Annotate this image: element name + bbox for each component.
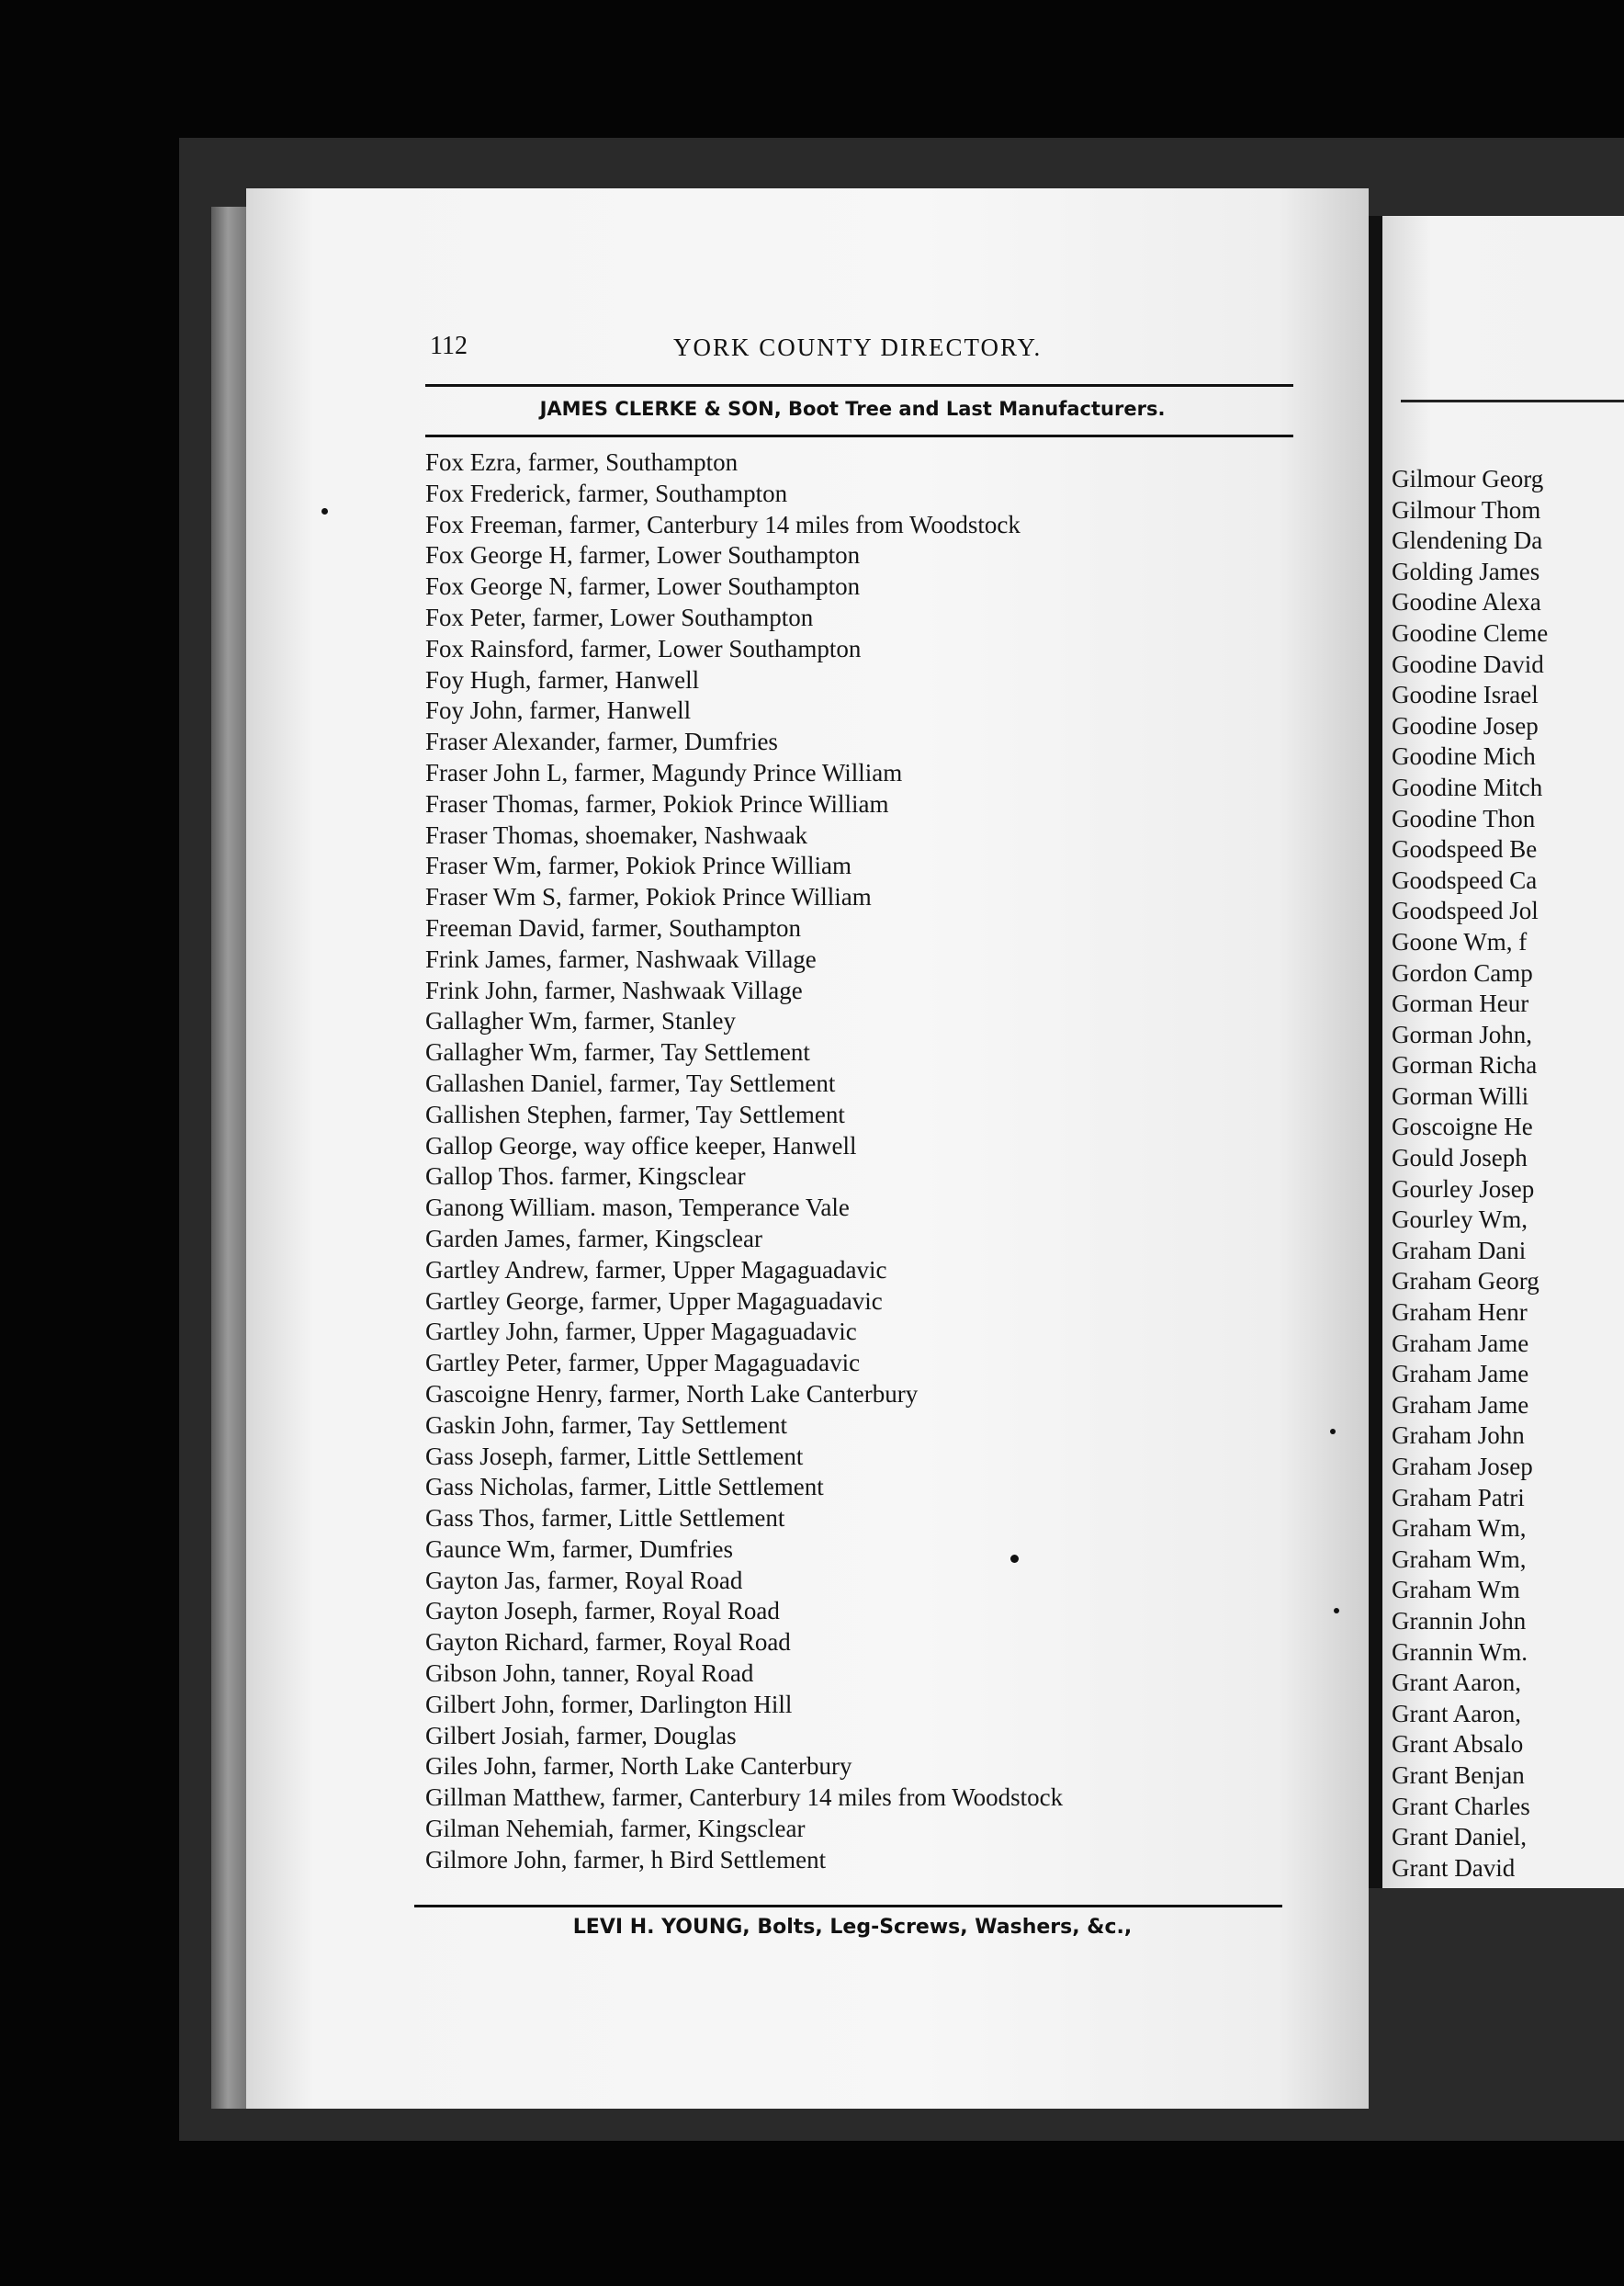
page-gutter <box>1369 216 1382 1888</box>
right-directory-entry: Graham Patri <box>1392 1483 1525 1511</box>
page-number: 112 <box>430 332 468 360</box>
right-directory-entry: Graham Josep <box>1392 1453 1533 1480</box>
right-directory-entry: Goodine Alexa <box>1392 588 1541 617</box>
directory-entry: Gallagher Wm, farmer, Tay Settlement <box>425 1038 810 1067</box>
right-directory-entry: Graham Jame <box>1392 1390 1529 1419</box>
right-directory-entry: Graham Jame <box>1392 1360 1529 1388</box>
right-directory-entry: Grant Charles <box>1392 1792 1530 1820</box>
directory-entry: Gallishen Stephen, farmer, Tay Settlement <box>425 1100 845 1128</box>
directory-entry: Fraser Thomas, shoemaker, Nashwaak <box>425 820 808 849</box>
right-directory-entry: Graham Jame <box>1392 1329 1529 1357</box>
directory-entry: Gass Joseph, farmer, Little Settlement <box>425 1442 804 1470</box>
directory-entry: Fox Rainsford, farmer, Lower Southampton <box>425 634 862 662</box>
directory-entry: Fox Peter, farmer, Lower Southampton <box>425 603 814 631</box>
right-directory-entry: Graham Wm <box>1392 1576 1520 1604</box>
right-directory-entries <box>1392 464 1548 1884</box>
right-directory-entry: Gorman John, <box>1392 1020 1532 1048</box>
right-directory-entry: Graham Georg <box>1392 1267 1539 1296</box>
right-directory-entry: Grannin Wm. <box>1392 1637 1528 1666</box>
directory-entry: Fraser Thomas, farmer, Pokiok Prince William <box>425 789 889 818</box>
directory-entry: Freeman David, farmer, Southampton <box>425 913 802 942</box>
directory-entry: Ganong William. mason, Temperance Vale <box>425 1194 850 1222</box>
directory-entry: Gilman Nehemiah, farmer, Kingsclear <box>425 1815 806 1843</box>
right-directory-entry: Grant Daniel, <box>1392 1823 1527 1851</box>
directory-entry: Gass Nicholas, farmer, Little Settlement <box>425 1473 824 1501</box>
right-directory-entry: Goodine David <box>1392 650 1544 678</box>
directory-entry: Fraser John L, farmer, Magundy Prince William <box>425 758 903 787</box>
directory-entry: Giles John, farmer, North Lake Canterbury <box>425 1752 852 1781</box>
right-directory-entry: Grant Aaron, <box>1392 1669 1521 1697</box>
directory-entry: Gartley Peter, farmer, Upper Magaguadavic <box>425 1349 861 1377</box>
right-directory-entry: Goodine Mitch <box>1392 773 1543 801</box>
right-directory-entry: Gould Joseph <box>1392 1144 1528 1172</box>
right-directory-entry: Goodine Israel <box>1392 681 1539 709</box>
directory-entry: Gayton Joseph, farmer, Royal Road <box>425 1597 780 1625</box>
ink-spot <box>1334 1608 1339 1613</box>
directory-entry: Fox Freeman, farmer, Canterbury 14 miles from Woodstock <box>425 510 1021 538</box>
directory-entry: Fox George H, farmer, Lower Southampton <box>425 541 861 570</box>
left-page <box>246 188 1369 2109</box>
directory-entry: Gayton Richard, farmer, Royal Road <box>425 1628 791 1657</box>
right-directory-entry: Goodspeed Jol <box>1392 897 1539 925</box>
directory-entry: Foy Hugh, farmer, Hanwell <box>425 665 700 694</box>
directory-entry: Gallop George, way office keeper, Hanwell <box>425 1131 857 1160</box>
right-directory-entry: Graham Henr <box>1392 1298 1528 1327</box>
right-directory-entry: Graham Wm, <box>1392 1545 1527 1573</box>
directory-entry: Fox George N, farmer, Lower Southampton <box>425 572 861 601</box>
bottom-advertisement: LEVI H. YOUNG, Bolts, Leg-Screws, Washers, &c., <box>572 1916 1133 1939</box>
directory-entry: Gilmore John, farmer, h Bird Settlement <box>425 1845 827 1873</box>
right-directory-entry: Goodspeed Ca <box>1392 866 1538 894</box>
right-directory-entry: Goscoigne He <box>1392 1113 1533 1141</box>
right-directory-entry: Gilmour Thom <box>1392 495 1541 524</box>
directory-entry: Garden James, farmer, Kingsclear <box>425 1224 763 1252</box>
right-directory-entry: Goodine Cleme <box>1392 618 1549 647</box>
right-directory-entry: Goodine Thon <box>1392 804 1536 832</box>
directory-entry: Gartley John, farmer, Upper Magaguadavic <box>425 1318 857 1346</box>
directory-entry: Frink James, farmer, Nashwaak Village <box>425 945 817 973</box>
footer-rule <box>414 1905 1282 1907</box>
right-directory-entry: Gorman Richa <box>1392 1051 1538 1080</box>
directory-entry: Gibson John, tanner, Royal Road <box>425 1659 754 1688</box>
ink-spot <box>321 508 328 515</box>
right-directory-entry: Goodine Josep <box>1392 711 1539 740</box>
directory-entry: Gilbert John, former, Darlington Hill <box>425 1690 793 1718</box>
ink-spot <box>1010 1555 1019 1563</box>
directory-entry: Gallagher Wm, farmer, Stanley <box>425 1007 737 1035</box>
right-directory-entry: Grant David <box>1392 1853 1516 1882</box>
top-advertisement: JAMES CLERKE & SON, Boot Tree and Last Manufacturers. <box>539 398 1166 420</box>
directory-entry: Gayton Jas, farmer, Royal Road <box>425 1566 743 1594</box>
right-directory-entry: Golding James <box>1392 557 1540 585</box>
right-directory-entry: Grant Aaron, <box>1392 1699 1521 1727</box>
right-directory-entry: Gorman Heur <box>1392 990 1529 1018</box>
directory-entry: Gascoigne Henry, farmer, North Lake Canterbury <box>425 1379 919 1408</box>
directory-entry: Gillman Matthew, farmer, Canterbury 14 miles from Woodstock <box>425 1783 1064 1812</box>
directory-entry: Fox Ezra, farmer, Southampton <box>425 448 739 476</box>
right-directory-entry: Grannin John <box>1392 1606 1527 1635</box>
right-directory-entry: Goone Wm, f <box>1392 927 1528 956</box>
right-directory-entry: Goodine Mich <box>1392 742 1536 771</box>
right-directory-entry: Gourley Josep <box>1392 1174 1535 1203</box>
right-directory-entry: Glendening Da <box>1392 526 1543 555</box>
right-directory-entry: Gourley Wm, <box>1392 1205 1528 1234</box>
directory-entry: Fraser Alexander, farmer, Dumfries <box>425 728 778 756</box>
directory-entry: Gaunce Wm, farmer, Dumfries <box>425 1534 734 1563</box>
directory-entry: Frink John, farmer, Nashwaak Village <box>425 976 803 1004</box>
right-directory-entry: Goodspeed Be <box>1392 835 1538 864</box>
header-rule <box>425 384 1293 387</box>
right-directory-entry: Grant Benjan <box>1392 1760 1525 1789</box>
right-directory-entry: Graham Wm, <box>1392 1514 1527 1543</box>
directory-entry: Fraser Wm S, farmer, Pokiok Prince William <box>425 883 872 911</box>
right-directory-entry: Gorman Willi <box>1392 1081 1529 1110</box>
directory-entry: Gallop Thos. farmer, Kingsclear <box>425 1162 746 1191</box>
directory-entry: Gallashen Daniel, farmer, Tay Settlement <box>425 1069 836 1097</box>
directory-entry: Gass Thos, farmer, Little Settlement <box>425 1504 785 1533</box>
right-directory-entry: Gordon Camp <box>1392 958 1533 987</box>
right-page <box>1382 216 1624 1888</box>
directory-entry: Gaskin John, farmer, Tay Settlement <box>425 1410 787 1439</box>
page-header <box>430 328 1293 365</box>
advertisement-rule <box>425 435 1293 437</box>
directory-entry: Fraser Wm, farmer, Pokiok Prince William <box>425 852 851 880</box>
right-directory-entry: Graham Dani <box>1392 1236 1527 1264</box>
directory-entry: Foy John, farmer, Hanwell <box>425 696 692 725</box>
right-directory-entry: Grant Absalo <box>1392 1730 1524 1759</box>
directory-entry: Gartley Andrew, farmer, Upper Magaguadavic <box>425 1255 887 1284</box>
right-directory-entry: Gilmour Georg <box>1392 465 1544 492</box>
directory-entry: Gilbert Josiah, farmer, Douglas <box>425 1721 737 1749</box>
directory-entries <box>425 447 1252 1876</box>
right-header-rule <box>1401 400 1624 402</box>
ink-spot <box>1330 1429 1336 1434</box>
directory-entry: Fox Frederick, farmer, Southampton <box>425 479 788 507</box>
running-title: YORK COUNTY DIRECTORY. <box>673 334 1043 361</box>
right-directory-entry: Graham John <box>1392 1421 1525 1450</box>
directory-entry: Gartley George, farmer, Upper Magaguadavic <box>425 1286 883 1315</box>
